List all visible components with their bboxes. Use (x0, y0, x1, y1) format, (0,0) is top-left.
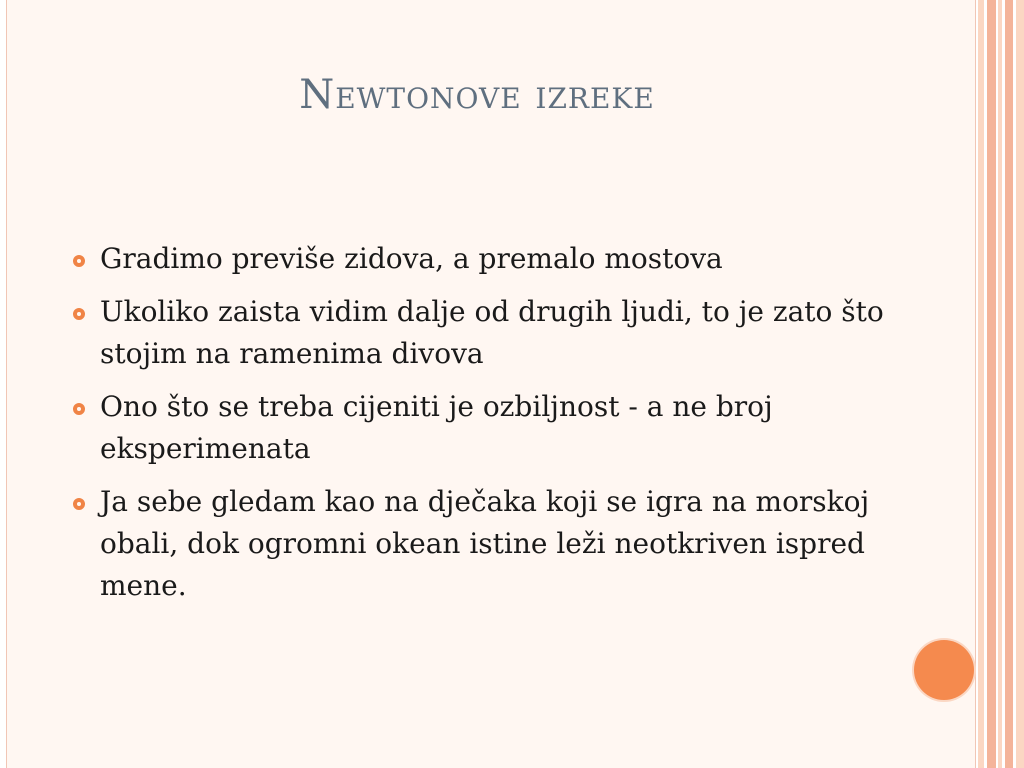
bullet-item (67, 386, 897, 470)
bullet-item (67, 481, 897, 607)
bullet-item (67, 238, 897, 280)
bullet-text: Ja sebe gledam kao na dječaka koji se igra na morskoj obali, dok ogromni okean istine leži neotkriven ispred mene. (100, 485, 870, 602)
ring-bullet-icon (73, 498, 85, 510)
ring-bullet-icon (73, 255, 85, 267)
decorative-stripe (978, 0, 984, 768)
slide-frame (6, 0, 976, 768)
decorative-stripe (1005, 0, 1013, 768)
bullet-text: Gradimo previše zidova, a premalo mostova (100, 242, 723, 275)
ring-bullet-icon (73, 308, 85, 320)
decorative-stripe (1016, 0, 1024, 768)
bullet-text: Ukoliko zaista vidim dalje od drugih ljudi, to je zato što stojim na ramenima divova (100, 295, 884, 370)
slide-title: Newtonove izreke (299, 72, 655, 118)
decorative-circle (914, 640, 974, 700)
decorative-stripe (987, 0, 996, 768)
decorative-stripe (998, 0, 1002, 768)
bullet-list (67, 238, 897, 618)
bullet-text: Ono što se treba cijeniti je ozbiljnost - a ne broj eksperimenata (100, 390, 773, 465)
bullet-item (67, 291, 897, 375)
ring-bullet-icon (73, 403, 85, 415)
